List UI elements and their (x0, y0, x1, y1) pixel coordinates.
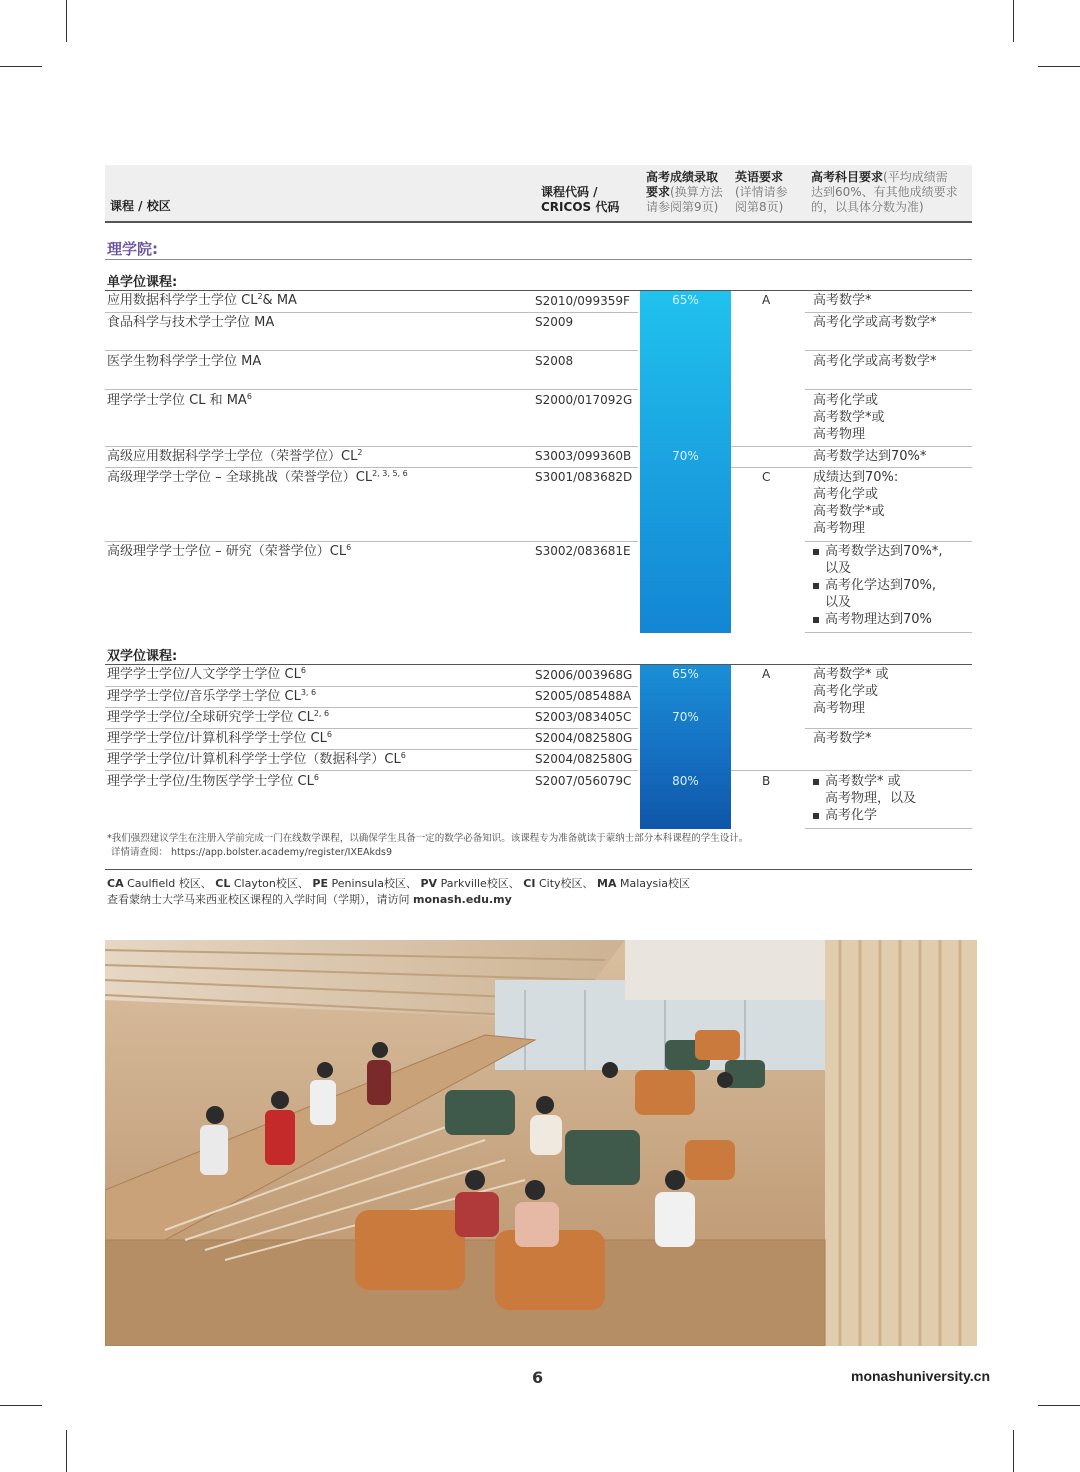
header-code: 课程代码 / CRICOS 代码 (541, 185, 620, 214)
subject-req: 高考化学或 高考数学*或 高考物理 (813, 393, 885, 442)
score-value: 65% (672, 293, 699, 307)
course-code: S2004/082580G (535, 752, 633, 766)
list-item: 高考化学 (813, 807, 916, 824)
header-score: 高考成绩录取 要求(换算方法 请参阅第9页) (646, 170, 723, 214)
divider (105, 686, 638, 687)
course-code: S3002/083681E (535, 544, 631, 558)
list-item: 高考数学* 或 (813, 773, 916, 790)
divider (105, 664, 972, 665)
divider (731, 467, 972, 468)
subject-req: 成绩达到70%: 高考化学或 高考数学*或 高考物理 (813, 470, 899, 536)
crop-mark (1013, 0, 1014, 42)
table-row: 理学学士学位/计算机科学学士学位 $CL^6$ (107, 730, 332, 746)
divider (805, 312, 972, 313)
divider (805, 728, 972, 729)
divider (731, 446, 972, 447)
divider (105, 869, 972, 870)
divider (105, 770, 638, 771)
divider (105, 541, 638, 542)
table-row: 理学学士学位/全球研究学士学位 CL$^{2, 6}$ (107, 709, 330, 725)
subject-req: 高考数学* (813, 293, 872, 308)
divider (805, 632, 972, 633)
subject-req-list (813, 773, 916, 824)
divider (805, 350, 972, 351)
divider (805, 828, 972, 829)
table-row: 理学学士学位 CL 和 $MA^6$ (107, 392, 252, 408)
course-code: S2007/056079C (535, 774, 632, 788)
divider (105, 446, 638, 447)
list-item: 以及 (825, 595, 852, 610)
crop-mark (1013, 1430, 1014, 1472)
divider (805, 541, 972, 542)
score-bar-double (640, 665, 731, 829)
table-row: 理学学士学位/生物医学学士学位 $CL^6$ (107, 773, 319, 789)
divider (731, 770, 972, 771)
crop-mark (1038, 66, 1080, 67)
course-code: S2010/099359F (535, 294, 630, 308)
course-code: S2009 (535, 315, 574, 329)
score-value: 70% (672, 710, 699, 724)
list-item: 高考物理达到70% (813, 611, 943, 628)
table-row: 医学生物科学学士学位 MA (107, 354, 262, 369)
table-row: 高级应用数据科学学士学位（荣誉学位）$CL^2$ (107, 448, 363, 464)
course-code: S2003/083405C (535, 710, 632, 724)
course-code: S2006/003968G (535, 668, 633, 682)
table-row: 食品科学与技术学士学位 MA (107, 315, 275, 330)
course-code: S3001/083682D (535, 470, 633, 484)
site-url[interactable]: monashuniversity.cn (851, 1368, 991, 1384)
subject-req: 高考数学* (813, 731, 872, 746)
double-degree-heading: 双学位课程: (107, 649, 178, 664)
course-code: S2004/082580G (535, 731, 633, 745)
divider (105, 290, 972, 291)
table-row: 理学学士学位/计算机科学学士学位（数据科学）$CL^6$ (107, 751, 406, 767)
header-course: 课程 / 校区 (110, 199, 171, 213)
divider (105, 389, 638, 390)
page-number: 6 (532, 1368, 544, 1387)
english-req: C (762, 470, 771, 484)
table-row: 理学学士学位/人文学学士学位 $CL^6$ (107, 666, 306, 682)
course-code: S2000/017092G (535, 393, 633, 407)
list-item: 高考物理，以及 (825, 791, 917, 806)
crop-mark (1038, 1405, 1080, 1406)
divider (805, 389, 972, 390)
course-code: S2008 (535, 354, 574, 368)
crop-mark (0, 66, 42, 67)
subject-req: 高考化学或高考数学* (813, 315, 937, 330)
course-code: S3003/099360B (535, 449, 632, 463)
crop-mark (0, 1405, 42, 1406)
subject-req: 高考数学* 或 高考化学或 高考物理 (813, 667, 889, 716)
header-english: 英语要求 (详情请参 阅第8页) (735, 170, 788, 214)
campus-photo (105, 940, 977, 1346)
single-degree-heading: 单学位课程: (107, 275, 178, 290)
list-item: 高考化学达到70%, (813, 577, 943, 594)
list-item: 高考数学达到70%*, (813, 543, 943, 560)
list-item: 以及 (825, 561, 852, 576)
divider (105, 749, 638, 750)
divider (105, 312, 638, 313)
divider (105, 467, 638, 468)
subject-req: 高考数学达到70%* (813, 449, 927, 464)
divider (105, 728, 638, 729)
subject-req: 高考化学或高考数学* (813, 354, 937, 369)
english-req: A (762, 293, 771, 307)
english-req: B (762, 774, 771, 788)
score-value: 65% (672, 667, 699, 681)
table-row: 高级理学学士学位 – 研究（荣誉学位）$CL^6$ (107, 543, 352, 559)
footnote: *我们强烈建议学生在注册入学前完成一门在线数学课程，以确保学生具备一定的数学必备知识。该课程专为准备就读于蒙纳士部分本科课程的学生设计。 详情请查阅： https://app.bolster.academy/register/IXEAkds9 (107, 833, 749, 858)
divider (105, 707, 638, 708)
crop-mark (66, 1430, 67, 1472)
table-row: 理学学士学位/音乐学学士学位 CL$^{3, 6}$ (107, 688, 317, 704)
faculty-title: 理学院: (107, 240, 158, 258)
english-req: A (762, 667, 771, 681)
score-value: 80% (672, 774, 699, 788)
table-row: 高级理学学士学位 – 全球挑战（荣誉学位）CL$^{2, 3, 5, 6}$ (107, 469, 408, 485)
campus-legend: CA Caulfield 校区、 CL Clayton校区、 PE Peninsula校区、 PV Parkville校区、 CI City校区、 MA Malaysia校区 查看蒙纳士大学马来西亚校区课程的入学时间（学期），请访问 monash.edu.my (107, 877, 691, 906)
subject-req-list (813, 543, 943, 628)
score-value: 70% (672, 449, 699, 463)
header-subject: 高考科目要求(平均成绩需 达到60%、有其他成绩要求 的，以具体分数为准) (811, 170, 958, 214)
course-code: S2005/085488A (535, 689, 632, 703)
divider (105, 259, 972, 260)
crop-mark (66, 0, 67, 42)
table-row: 应用数据科学学士学位 $CL^2\&$ MA (107, 292, 297, 308)
divider (105, 350, 638, 351)
